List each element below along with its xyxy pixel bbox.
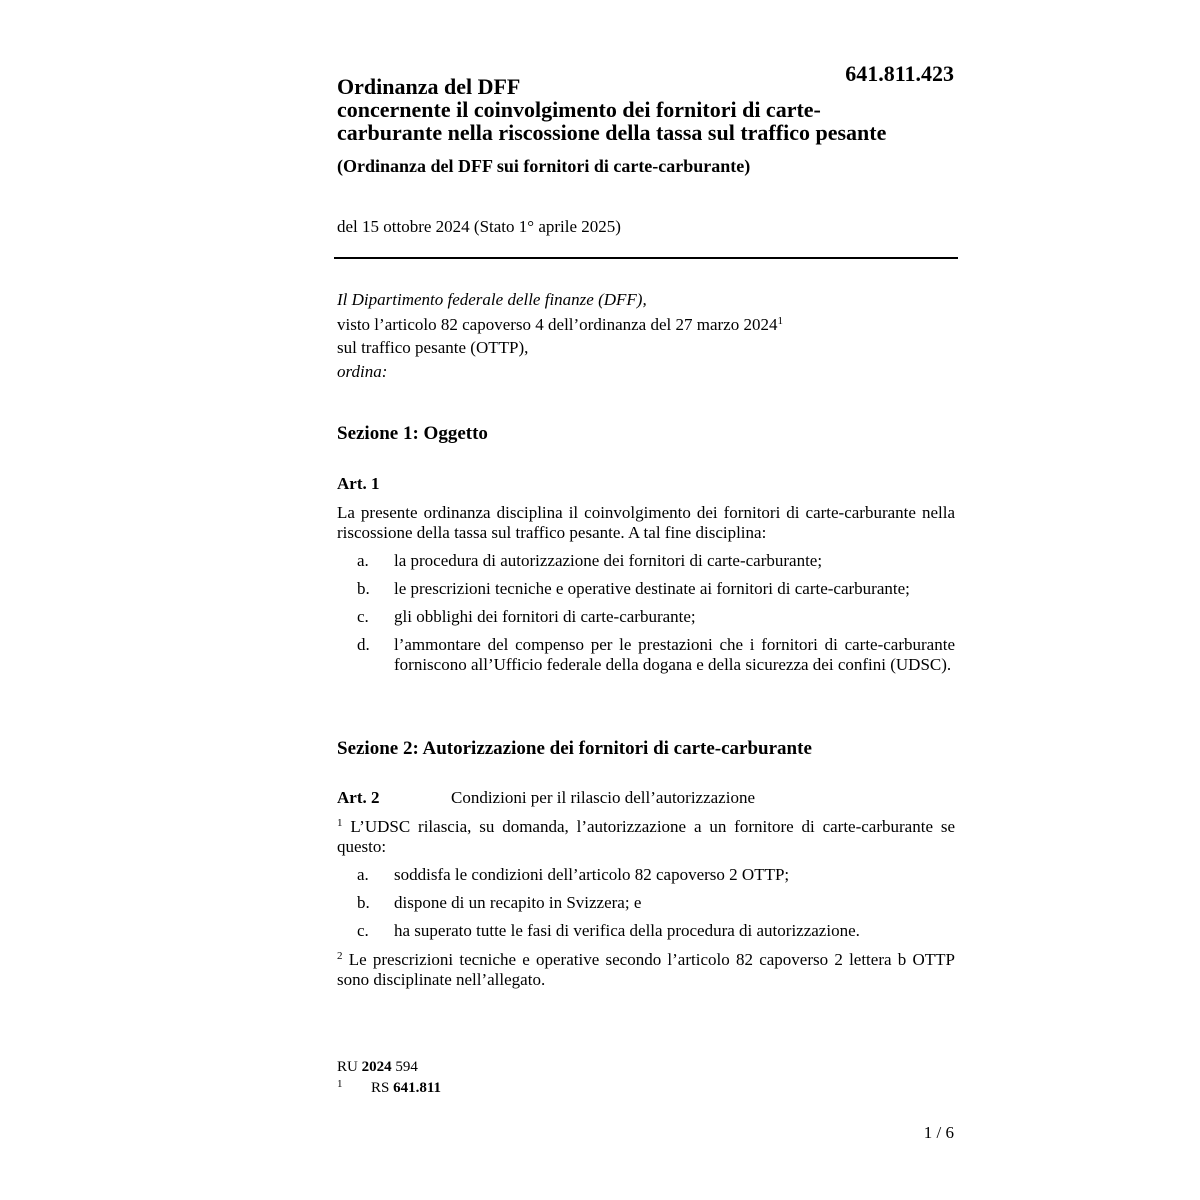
art-1-label: Art. 1 [337,474,380,493]
art-1-item-a-text: la procedura di autorizzazione dei fornitori di carte-carburante; [394,551,823,570]
art-2-para-2 [337,950,955,989]
document-title [337,73,955,147]
footnote-ref: 641.811 [393,1080,442,1096]
ru-reference [337,1059,955,1076]
art-2-item-b-text: dispone di un recapito in Svizzera; e [394,893,642,912]
art-2-heading: Condizioni per il rilascio dell’autorizzazione [451,788,755,807]
art-2-label: Art. 2 [337,788,380,807]
art-1-item-d-text: l’ammontare del compenso per le prestazioni che i fornitori di carte-carburante forniscono all’Ufficio federale della dogana e della sicurezza dei confini (UDSC). [394,635,955,674]
document-date: del 15 ottobre 2024 (Stato 1° aprile 2025) [337,217,621,236]
ru-year: 2024 [361,1059,392,1075]
art-1-item-c-label: c. [357,607,369,626]
footnote-ref-1[interactable]: 1 [777,315,783,327]
art-2-item-b-label: b. [357,893,370,912]
title-line-1: Ordinanza del DFF [337,74,521,99]
preamble-authority: Il Dipartimento federale delle finanze (DFF), [337,290,647,309]
footnote-mark: 1 [337,1078,343,1090]
footnote-prefix: RS [371,1080,390,1096]
para-2-number: 2 [337,950,343,962]
art-2-item-c-label: c. [357,921,369,940]
preamble-visto-text: visto l’articolo 82 capoverso 4 dell’ordinanza del 27 marzo 2024 [337,315,778,334]
art-1-item-b-text: le prescrizioni tecniche e operative destinate ai fornitori di carte-carburante; [394,579,910,598]
ru-page: 594 [395,1059,418,1075]
short-title: (Ordinanza del DFF sui fornitori di carte-carburante) [337,156,751,176]
title-rule [334,257,958,259]
section-1-title: Sezione 1: Oggetto [337,423,488,444]
ru-prefix: RU [337,1059,358,1075]
footnote-text [371,1080,441,1097]
para-2-text: Le prescrizioni tecniche e operative secondo l’articolo 82 capoverso 2 lettera b OTTP sono disciplinate nell’allegato. [337,950,956,989]
art-1-item-a-label: a. [357,551,369,570]
art-1-item-d-label: d. [357,635,370,654]
art-2-item-a-text: soddisfa le condizioni dell’articolo 82 capoverso 2 OTTP; [394,865,790,884]
sr-number: 641.811.423 [845,61,954,86]
page-number: 1 / 6 [923,1123,954,1142]
preamble-visto-2: sul traffico pesante (OTTP), [337,338,529,357]
art-1-item-b-label: b. [357,579,370,598]
section-2-title: Sezione 2: Autorizzazione dei fornitori di carte-carburante [337,738,812,759]
para-1-text: L’UDSC rilascia, su domanda, l’autorizzazione a un fornitore di carte-carburante se questo: [337,817,955,856]
art-1-item-c-text: gli obblighi dei fornitori di carte-carburante; [394,607,696,626]
art-2-item-a-label: a. [357,865,369,884]
para-1-number: 1 [337,817,343,829]
title-line-3: carburante nella riscossione della tassa sul traffico pesante [337,120,887,145]
art-2-para-1 [337,817,955,856]
art-1-intro: La presente ordinanza disciplina il coinvolgimento dei fornitori di carte-carburante nella riscossione della tassa sul traffico pesante. A tal fine disciplina: [337,503,955,542]
art-2-item-c-text: ha superato tutte le fasi di verifica della procedura di autorizzazione. [394,921,860,940]
preamble-visto-1 [337,315,955,335]
preamble-ordina: ordina: [337,362,388,381]
title-line-2: concernente il coinvolgimento dei fornitori di carte- [337,97,821,122]
